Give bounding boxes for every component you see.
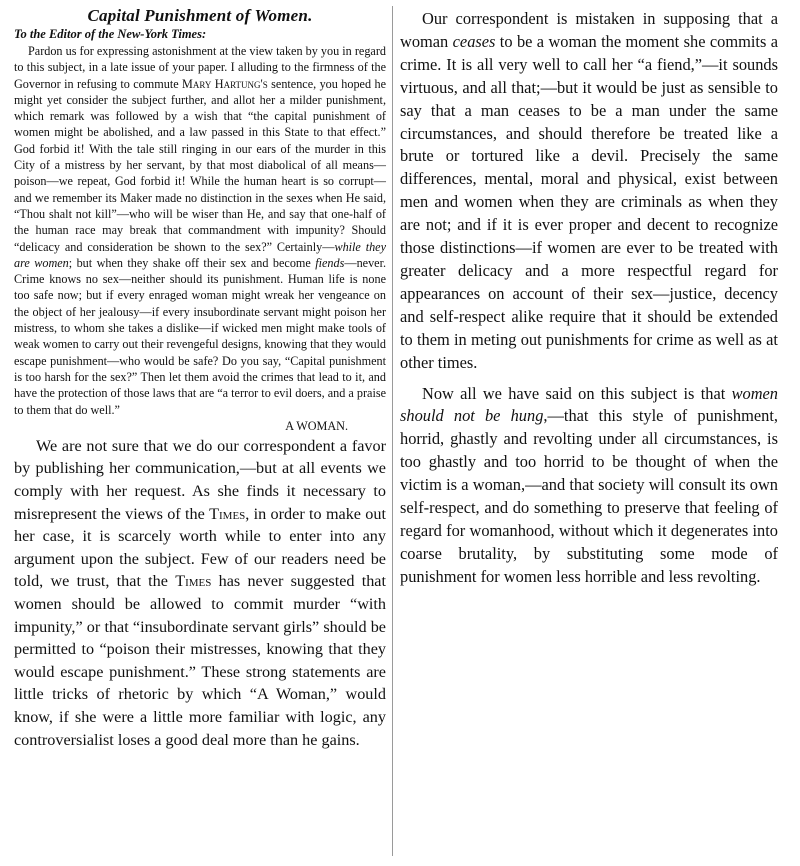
dateline: To the Editor of the New-York Times: xyxy=(14,27,207,41)
left-column xyxy=(14,0,386,751)
letter-signature: A WOMAN. xyxy=(285,418,348,433)
reply-paragraph-1: We are not sure that we do our correspondent a favor by publishing her communication,—but at all events we comply with her request. As she finds it necessary to misrepresent the views of the Times, in order to make out her case, it is scarcely worth while to enter into any argument upon the subject. Few of our readers need be told, we trust, that the Times has never suggested that women should be allowed to commit murder “with impunity,” or that “insubordinate servant girls” should be permitted to “poison their mistresses, knowing that they would escape punishment.” These strong statements are little tricks of rhetoric by which “A Woman,” would know, if she were a little more familiar with logic, any controversialist loses a good deal more than he gains. xyxy=(14,436,386,749)
name-mary-hartung: Mary Hartung's xyxy=(182,76,268,91)
reply-paragraph-3: Now all we have said on this subject is that women should not be hung,—that this style of punishment, horrid, ghastly and revolting under all circumstances, is too ghastly and too horrid to be thought of when the victim is a woman,—and that society will consult its own self-respect, and do something to preserve that feeling of regard for womanhood, without which it degenerates into coarse brutality, by substituting some mode of punishment for women less horrible and less revolting. xyxy=(400,383,778,586)
times-name: Times xyxy=(209,504,246,523)
right-column xyxy=(400,0,778,589)
times-name: Times xyxy=(175,572,212,591)
letter-paragraph: Pardon us for expressing astonishment at the view taken by you in regard to this subject, in a late issue of your paper. I alluding to the firmness of the Governor in refusing to commute Mary Hartung's sentence, you hoped he might yet consider the subject further, and allot her a milder punishment, which remark was followed by a wish that “the capital punishment of women might be abolished, and a law passed in this State to that effect.” God forbid it! With the tale still ringing in our ears of the murder in this City of a mistress by her servant, by that most diabolical of all means—poison—we repeat, God forbid it! While the human heart is so corrupt—and we remember its Maker made no distinction in the sexes when He said, “Thou shalt not kill”—who will be wiser than He, and say that one-half of the human race may break that commandment with impunity? Should “delicacy and consideration be shown to the sex?” Certainly—while they are women; but when they shake off their sex and become fiends—never. Crime knows no sex—neither should its punishment. Human life is none too safe now; but if every enraged woman might wreak her vengeance on the object of her jealousy—if every insubordinate servant might poison her mistress, to whom she takes a dislike—if wicked men might make tools of weak women to carry out their revengeful designs, knowing that they would escape punishment—who would be safe? Do you say, “Capital punishment is too harsh for the sex?” Then let them avoid the crimes that lead to it, and have the protection of those laws that are “a terror to evil doers, and a praise to them that do well.” xyxy=(14,44,387,417)
column-rule xyxy=(392,6,393,856)
reply-paragraph-2: Our correspondent is mistaken in supposing that a woman ceases to be a woman the moment she commits a crime. It is all very well to call her “a fiend,”—it sounds virtuous, and all that;—but it would be just as sensible to say that a man ceases to be a man under the same circumstances, and should therefore be treated like a brute or tortured like a devil. Precisely the same differences, mental, moral and physical, exist between men and women when they are criminals as when they are not; and if it is ever proper and decent to recognize those distinctions—if women are ever to be treated with greater delicacy and a more respectful regard for appearances on account of their sex—justice, decency and self-respect alike require that it should be extended to them in meting out punishments for crime as well as at other times. xyxy=(400,9,778,372)
headline: Capital Punishment of Women. xyxy=(87,6,313,25)
